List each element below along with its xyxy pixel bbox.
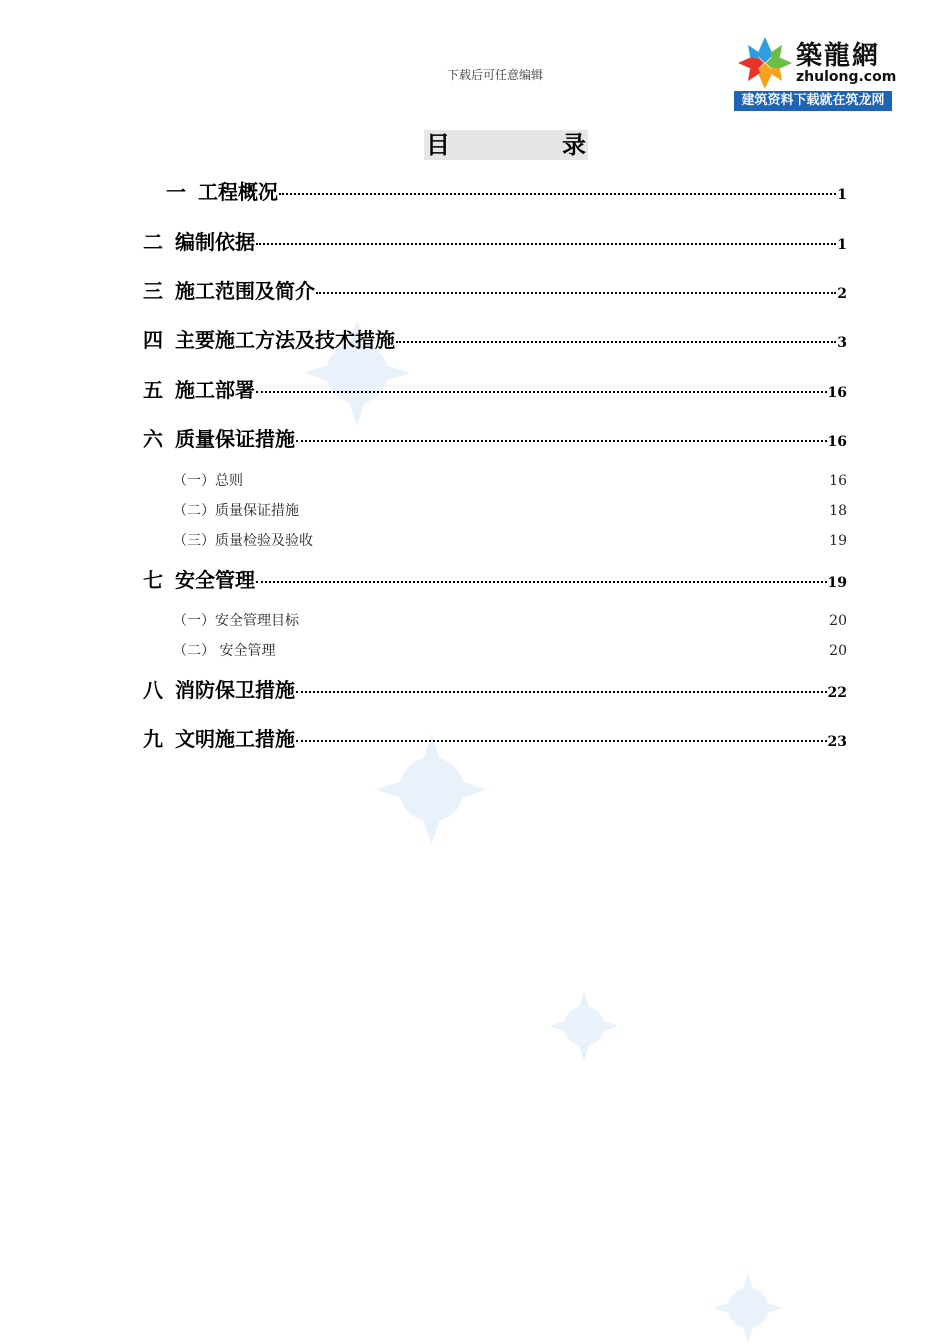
- toc-subentry-label: （二） 安全管理: [173, 643, 276, 659]
- toc-entry[interactable]: [143, 423, 847, 452]
- toc-entry-page: 16: [827, 434, 847, 450]
- toc-subentry[interactable]: [173, 500, 847, 520]
- toc-entry[interactable]: [143, 374, 847, 403]
- toc-entry-label: 工程概况: [198, 180, 278, 204]
- logo-mark-icon: [736, 35, 794, 91]
- logo-cn-text: 築龍網: [796, 41, 881, 71]
- toc-subentry[interactable]: [173, 640, 847, 660]
- toc-entry-label: 质量保证措施: [175, 427, 295, 451]
- toc-entry-number: 六: [143, 427, 163, 451]
- toc-entry-label: 施工范围及简介: [175, 279, 315, 303]
- toc-entry-page: 16: [827, 385, 847, 401]
- toc-entry[interactable]: [166, 176, 847, 205]
- toc-entry-number: 九: [143, 727, 163, 751]
- toc-entry-label: 主要施工方法及技术措施: [175, 328, 395, 352]
- logo-en-text: zhulong.com: [796, 69, 897, 85]
- toc-leader-dots: [396, 341, 836, 343]
- toc-entry-label: 安全管理: [175, 568, 255, 592]
- toc-title-right: 录: [562, 130, 586, 159]
- toc-leader-dots: [316, 292, 836, 294]
- toc-entry-page: 3: [837, 335, 847, 351]
- toc-subentry-page: 19: [829, 533, 847, 549]
- toc-entry-number: 八: [143, 678, 163, 702]
- toc-entry-number: 五: [143, 378, 163, 402]
- toc-title-left: 目: [426, 130, 450, 159]
- toc-subentry-page: 20: [829, 643, 847, 659]
- watermark-snowflake-icon: [548, 990, 620, 1062]
- toc-leader-dots: [296, 691, 827, 693]
- toc-leader-dots: [256, 243, 836, 245]
- toc-entry[interactable]: [143, 564, 847, 593]
- toc-subentry-page: 16: [829, 473, 847, 489]
- toc-entry[interactable]: [143, 723, 847, 752]
- toc-leader-dots: [256, 391, 827, 393]
- toc-title: [424, 130, 588, 160]
- toc-subentry-page: 20: [829, 613, 847, 629]
- toc-entry[interactable]: [143, 226, 847, 255]
- toc-entry-page: 19: [827, 575, 847, 591]
- toc-entry-page: 22: [827, 685, 847, 701]
- zhulong-logo: [734, 33, 897, 111]
- toc-entry-page: 1: [837, 237, 847, 253]
- toc-subentry-page: 18: [829, 503, 847, 519]
- toc-entry[interactable]: [143, 324, 847, 353]
- toc-entry-number: 七: [143, 568, 163, 592]
- toc-entry-page: 1: [837, 187, 847, 203]
- toc-entry-number: 一: [166, 180, 186, 204]
- toc-subentry[interactable]: [173, 470, 847, 490]
- toc-entry-label: 文明施工措施: [175, 727, 295, 751]
- toc-leader-dots: [279, 193, 836, 195]
- logo-top: [734, 33, 897, 91]
- toc-subentry-label: （二）质量保证措施: [173, 503, 299, 519]
- toc-entry-label: 消防保卫措施: [175, 678, 295, 702]
- toc-entry-label: 施工部署: [175, 378, 255, 402]
- toc-entry[interactable]: [143, 275, 847, 304]
- toc-subentry[interactable]: [173, 610, 847, 630]
- toc-leader-dots: [296, 440, 827, 442]
- toc-entry-number: 四: [143, 328, 163, 352]
- toc-entry[interactable]: [143, 674, 847, 703]
- toc-entry-page: 2: [837, 286, 847, 302]
- toc-subentry-label: （一）总则: [173, 473, 243, 489]
- toc-leader-dots: [296, 740, 827, 742]
- toc-leader-dots: [256, 581, 827, 583]
- watermark-snowflake-icon: [712, 1272, 784, 1344]
- toc-subentry[interactable]: [173, 530, 847, 550]
- header-note: 下载后可任意编辑: [446, 68, 543, 82]
- toc-subentry-label: （三）质量检验及验收: [173, 533, 313, 549]
- toc-entry-number: 二: [143, 230, 163, 254]
- toc-entry-page: 23: [827, 734, 847, 750]
- toc-entry-number: 三: [143, 279, 163, 303]
- logo-slogan: 建筑资料下载就在筑龙网: [734, 91, 892, 111]
- toc-entry-label: 编制依据: [175, 230, 255, 254]
- toc-subentry-label: （一）安全管理目标: [173, 613, 299, 629]
